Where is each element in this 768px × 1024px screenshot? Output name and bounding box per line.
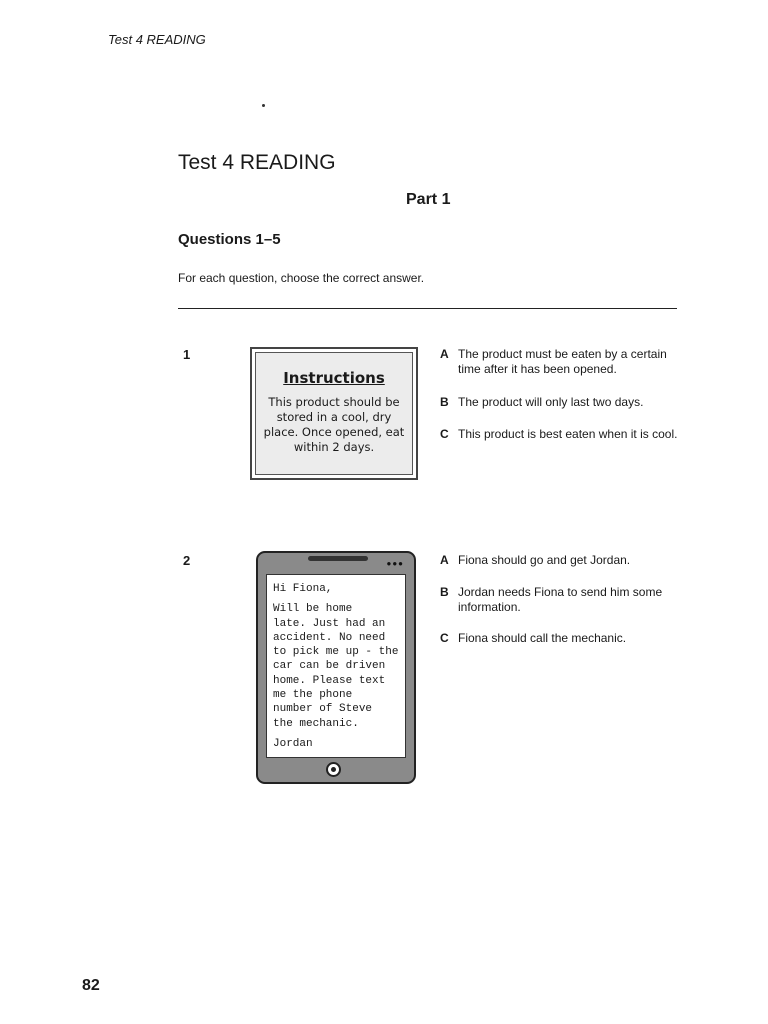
option-2a[interactable] — [440, 553, 680, 568]
option-letter: A — [440, 347, 449, 361]
option-letter: C — [440, 427, 449, 441]
option-letter: A — [440, 553, 449, 567]
option-letter: B — [440, 585, 449, 599]
phone-illustration — [256, 551, 416, 784]
notice-panel — [255, 352, 413, 475]
option-text: Fiona should go and get Jordan. — [458, 553, 631, 567]
instruction-text: For each question, choose the correct answer. — [178, 271, 425, 285]
option-text: This product is best eaten when it is cool. — [458, 427, 678, 441]
running-head: Test 4 READING — [108, 32, 206, 47]
question-number: 1 — [183, 347, 191, 362]
option-text: The product will only last two days. — [458, 395, 644, 409]
phone-screen — [266, 574, 406, 758]
option-text: Jordan needs Fiona to send him some information. — [458, 585, 663, 614]
question-number: 2 — [183, 553, 191, 568]
questions-range: Questions 1–5 — [178, 231, 281, 248]
instructions-notice — [250, 347, 418, 480]
message-greeting: Hi Fiona, — [273, 583, 333, 595]
option-text: The product must be eaten by a certain time after it has been opened. — [458, 347, 667, 376]
option-1a[interactable] — [440, 347, 680, 377]
notice-body: This product should be stored in a cool, dry place. Once opened, eat within 2 days. — [263, 395, 405, 454]
message-body: Will be home late. Just had an accident. No need to pick me up - the car can be driven home. Please text me the phone number of Steve the mechanic. — [273, 603, 399, 730]
page-number: 82 — [82, 977, 100, 994]
camera-dots-icon: ●●● — [386, 559, 404, 568]
message-signature: Jordan — [273, 737, 313, 750]
option-text: Fiona should call the mechanic. — [458, 631, 627, 645]
option-1b[interactable] — [440, 395, 680, 410]
home-button-icon — [326, 762, 341, 777]
test-title: Test 4 READING — [178, 151, 336, 174]
speaker-icon — [308, 556, 368, 561]
stray-mark — [262, 104, 265, 107]
option-2b[interactable] — [440, 585, 680, 615]
part-title: Part 1 — [406, 191, 451, 208]
option-letter: B — [440, 395, 449, 409]
notice-title: Instructions — [283, 369, 385, 387]
divider — [178, 308, 677, 309]
option-1c[interactable] — [440, 427, 680, 442]
option-2c[interactable] — [440, 631, 680, 646]
option-letter: C — [440, 631, 449, 645]
